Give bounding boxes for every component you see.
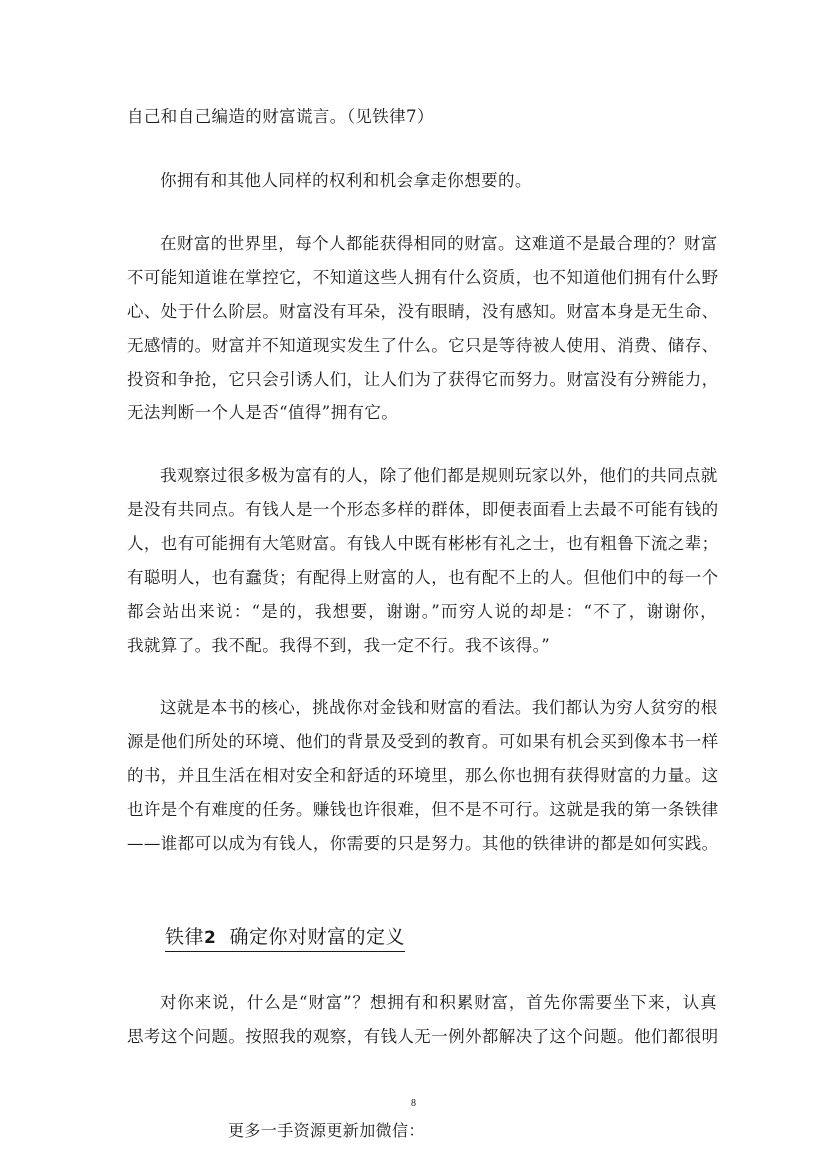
paragraph-line: 这就是本书的核心，挑战你对金钱和财富的看法。我们都认为穷人贫穷的根 xyxy=(160,698,718,717)
paragraph-line: 你拥有和其他人同样的权利和机会拿走你想要的。 xyxy=(160,171,532,190)
paragraph-line: 不可能知道谁在掌控它，不知道这些人拥有什么资质，也不知道他们拥有什么野 xyxy=(127,268,719,287)
paragraph-line: 也许是个有难度的任务。赚钱也许很难，但不是不可行。这就是我的第一条铁律 xyxy=(127,800,719,819)
paragraph-line: 有聪明人，也有蠢货；有配得上财富的人，也有配不上的人。但他们中的每一个 xyxy=(127,568,719,587)
heading-prefix: 铁律 xyxy=(165,926,205,948)
paragraph-line: 心、处于什么阶层。财富没有耳朵，没有眼睛，没有感知。财富本身是无生命、 xyxy=(127,302,719,321)
footer-text: 更多一手资源更新加微信： xyxy=(228,1121,425,1140)
paragraph-line: 人，也有可能拥有大笔财富。有钱人中既有彬彬有礼之士，也有粗鲁下流之辈； xyxy=(127,534,719,553)
paragraph-line: 无感情的。财富并不知道现实发生了什么。它只是等待被人使用、消费、储存、 xyxy=(127,336,719,355)
section-heading xyxy=(165,925,405,952)
paragraph-line: 自己和自己编造的财富谎言。（见铁律7） xyxy=(127,107,434,126)
paragraph-line: 我观察过很多极为富有的人，除了他们都是规则玩家以外，他们的共同点就 xyxy=(160,466,718,485)
paragraph-line: 的书，并且生活在相对安全和舒适的环境里，那么你也拥有获得财富的力量。这 xyxy=(127,766,719,785)
heading-number: 2 xyxy=(204,928,217,948)
paragraph-line: ——谁都可以成为有钱人，你需要的只是努力。其他的铁律讲的都是如何实践。 xyxy=(127,834,719,853)
paragraph-line: 投资和争抢，它只会引诱人们，让人们为了获得它而努力。财富没有分辨能力， xyxy=(127,370,719,389)
paragraph-line: 源是他们所处的环境、他们的背景及受到的教育。可如果有机会买到像本书一样 xyxy=(127,732,719,751)
heading-title: 确定你对财富的定义 xyxy=(229,926,405,948)
paragraph-line: 在财富的世界里，每个人都能获得相同的财富。这难道不是最合理的？财富 xyxy=(160,234,718,253)
paragraph-line: 对你来说，什么是“财富”？想拥有和积累财富，首先你需要坐下来，认真 xyxy=(160,993,717,1012)
paragraph-line: 是没有共同点。有钱人是一个形态多样的群体，即便表面看上去最不可能有钱的 xyxy=(127,500,719,519)
paragraph-line: 我就算了。我不配。我得不到，我一定不行。我不该得。” xyxy=(127,636,551,655)
page-number: 8 xyxy=(411,1098,416,1109)
paragraph-line: 思考这个问题。按照我的观察，有钱人无一例外都解决了这个问题。他们都很明 xyxy=(127,1027,719,1046)
paragraph-line: 都会站出来说：“是的，我想要，谢谢。”而穷人说的却是：“不了，谢谢你， xyxy=(127,602,717,621)
paragraph-line: 无法判断一个人是否“值得”拥有它。 xyxy=(127,403,399,422)
